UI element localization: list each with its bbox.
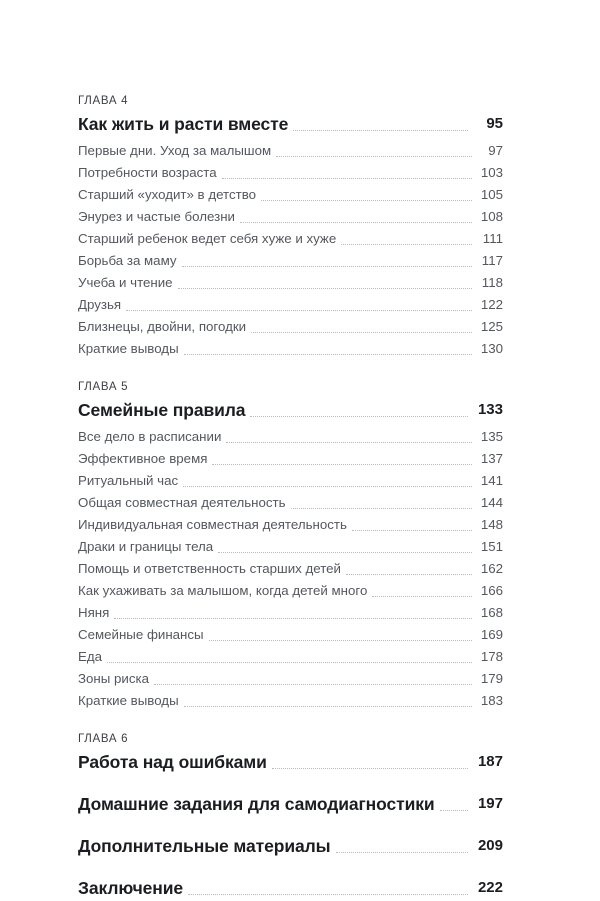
toc-row-entry-1-0[interactable] (78, 426, 503, 448)
toc-entry-title: Потребности возраста (78, 165, 217, 180)
toc-page-number: 178 (480, 649, 503, 664)
toc-page-number: 125 (480, 319, 503, 334)
toc-page-number: 144 (480, 495, 503, 510)
chapter-kicker-label: ГЛАВА 5 (78, 381, 129, 393)
toc-page-number: 95 (486, 115, 503, 132)
dot-leader (346, 574, 472, 575)
dot-leader (218, 552, 472, 553)
toc-entry-title: Краткие выводы (78, 693, 179, 708)
toc-page-number: 166 (480, 583, 503, 598)
dot-leader (226, 442, 472, 443)
toc-entry-title: Ритуальный час (78, 473, 179, 488)
toc-row-major-1[interactable] (78, 833, 503, 859)
toc-page-number: 209 (477, 837, 503, 854)
toc-entry-title: Индивидуальная совместная деятельность (78, 517, 347, 532)
dot-leader (251, 332, 472, 333)
toc-row-entry-1-4[interactable] (78, 514, 503, 536)
toc-page-number: 168 (480, 605, 503, 620)
toc-row-entry-1-12[interactable] (78, 690, 503, 712)
toc-page-number: 187 (477, 753, 503, 770)
toc-page-number: 97 (488, 143, 503, 158)
toc-row-major-0[interactable] (78, 791, 503, 817)
dot-leader (212, 464, 472, 465)
toc-entry-title: Старший «уходит» в детство (78, 187, 257, 202)
toc-entry-title: Драки и границы тела (78, 539, 214, 554)
toc-page-number: 122 (480, 297, 503, 312)
toc-page-number: 179 (480, 671, 503, 686)
toc-entry-title: Как жить и расти вместе (78, 114, 289, 134)
toc-page-number: 183 (480, 693, 503, 708)
dot-leader (272, 768, 468, 769)
toc-row-entry-1-5[interactable] (78, 536, 503, 558)
toc-entry-title: Учеба и чтение (78, 275, 173, 290)
toc-entry-title: Энурез и частые болезни (78, 209, 235, 224)
dot-leader (188, 894, 468, 895)
toc-row-entry-1-7[interactable] (78, 580, 503, 602)
dot-leader (352, 530, 472, 531)
dot-leader (341, 244, 472, 245)
toc-entry-title: Как ухаживать за малышом, когда детей много (78, 583, 368, 598)
toc-page-number: 137 (480, 451, 503, 466)
toc-sections (78, 93, 503, 775)
toc-entry-title: Помощь и ответственность старших детей (78, 561, 341, 576)
dot-leader (336, 852, 468, 853)
dot-leader (114, 618, 472, 619)
toc-row-entry-1-8[interactable] (78, 602, 503, 624)
toc-page-number: 169 (480, 627, 503, 642)
toc-row-entry-1-9[interactable] (78, 624, 503, 646)
toc-row-entry-0-9[interactable] (78, 338, 503, 360)
chapter-block (78, 731, 503, 775)
dot-leader (276, 156, 472, 157)
dot-leader (372, 596, 472, 597)
toc-entry-title: Заключение (78, 878, 184, 898)
toc-page-number: 117 (481, 253, 503, 268)
dot-leader (154, 684, 472, 685)
chapter-kicker-label: ГЛАВА 6 (78, 733, 129, 745)
toc-row-entry-1-10[interactable] (78, 646, 503, 668)
toc-row-entry-1-3[interactable] (78, 492, 503, 514)
chapter-block (78, 93, 503, 360)
toc-entry-title: Еда (78, 649, 103, 664)
toc-entry-title: Эффективное время (78, 451, 208, 466)
toc-page-number: 111 (482, 231, 503, 246)
toc-entry-title: Краткие выводы (78, 341, 179, 356)
toc-entry-title: Общая совместная деятельность (78, 495, 286, 510)
toc-entry-title: Все дело в расписании (78, 429, 222, 444)
toc-row-entry-0-2[interactable] (78, 184, 503, 206)
dot-leader (126, 310, 472, 311)
chapter-entries-group (78, 140, 503, 360)
toc-entry-title: Дополнительные материалы (78, 836, 331, 856)
toc-row-entry-0-0[interactable] (78, 140, 503, 162)
dot-leader (107, 662, 472, 663)
toc-row-entry-1-6[interactable] (78, 558, 503, 580)
toc-entry-title: Старший ребенок ведет себя хуже и хуже (78, 231, 337, 246)
dot-leader (209, 640, 472, 641)
toc-entry-title: Работа над ошибками (78, 752, 267, 772)
toc-page-number: 118 (481, 275, 503, 290)
toc-row-chapter-1[interactable] (78, 397, 503, 423)
dot-leader (222, 178, 472, 179)
toc-row-major-2[interactable] (78, 875, 503, 901)
dot-leader (261, 200, 472, 201)
toc-page-number: 133 (477, 401, 503, 418)
toc-entry-title: Семейные правила (78, 400, 246, 420)
dot-leader (184, 706, 472, 707)
toc-page-number: 105 (480, 187, 503, 202)
toc-page-number: 103 (480, 165, 503, 180)
toc-row-entry-0-5[interactable] (78, 250, 503, 272)
toc-row-entry-1-11[interactable] (78, 668, 503, 690)
toc-page-number: 141 (480, 473, 503, 488)
toc-major-entries (78, 791, 503, 901)
dot-leader (291, 508, 472, 509)
dot-leader (178, 288, 472, 289)
dot-leader (240, 222, 472, 223)
toc-page-number: 108 (480, 209, 503, 224)
dot-leader (183, 486, 472, 487)
toc-row-entry-0-8[interactable] (78, 316, 503, 338)
chapter-block (78, 379, 503, 712)
toc-row-entry-1-1[interactable] (78, 448, 503, 470)
toc-entry-title: Зоны риска (78, 671, 149, 686)
toc-entry-title: Первые дни. Уход за малышом (78, 143, 272, 158)
toc-row-entry-0-6[interactable] (78, 272, 503, 294)
toc-row-chapter-2[interactable] (78, 749, 503, 775)
chapter-entries-group (78, 426, 503, 712)
toc-entry-title: Друзья (78, 297, 122, 312)
toc-row-entry-0-3[interactable] (78, 206, 503, 228)
toc-entry-title: Няня (78, 605, 110, 620)
toc-row-entry-0-7[interactable] (78, 294, 503, 316)
toc-page-number: 135 (480, 429, 503, 444)
toc-row-chapter-0[interactable] (78, 111, 503, 137)
toc-page-number: 222 (477, 879, 503, 896)
toc-entry-title: Борьба за маму (78, 253, 177, 268)
dot-leader (250, 416, 468, 417)
toc-entry-title: Семейные финансы (78, 627, 204, 642)
dot-leader (440, 810, 468, 811)
toc-page-number: 148 (480, 517, 503, 532)
dot-leader (293, 130, 468, 131)
toc-row-entry-0-1[interactable] (78, 162, 503, 184)
dot-leader (182, 266, 472, 267)
chapter-kicker-label: ГЛАВА 4 (78, 95, 129, 107)
toc-entry-title: Близнецы, двойни, погодки (78, 319, 247, 334)
toc-entry-title: Домашние задания для самодиагностики (78, 794, 435, 814)
toc-row-entry-0-4[interactable] (78, 228, 503, 250)
toc-page-number: 130 (480, 341, 503, 356)
toc-page-number: 151 (480, 539, 503, 554)
toc-row-entry-1-2[interactable] (78, 470, 503, 492)
dot-leader (184, 354, 472, 355)
toc-page-number: 197 (477, 795, 503, 812)
toc-page-number: 162 (480, 561, 503, 576)
